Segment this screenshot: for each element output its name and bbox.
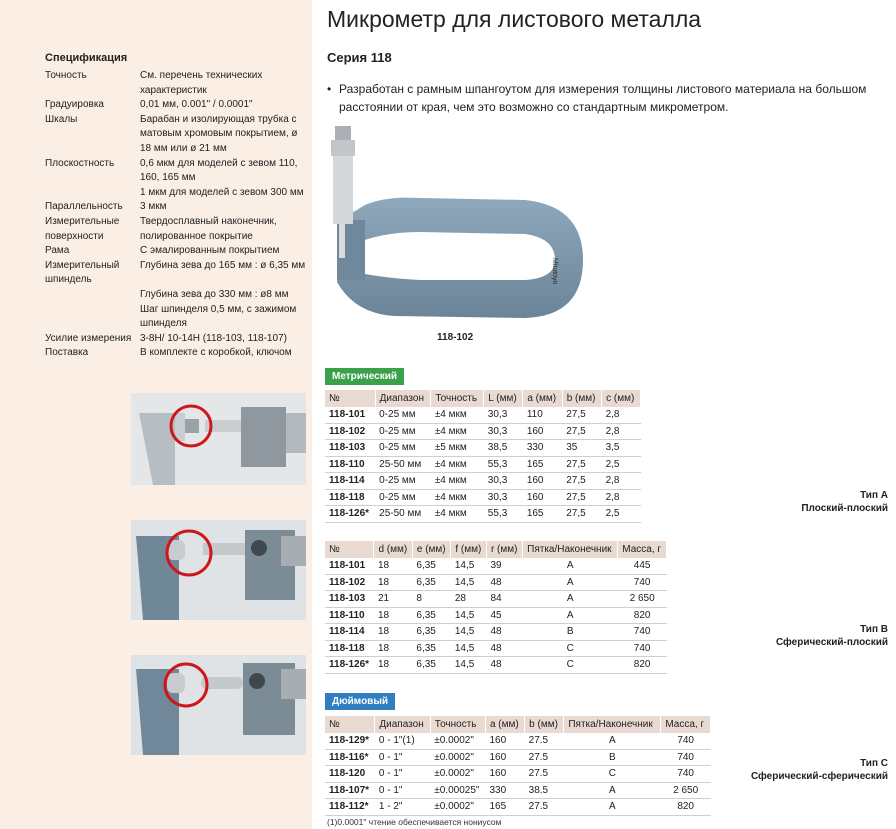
spec-value: Твердосплавный наконечник, полированное покрытие xyxy=(140,215,277,242)
spec-value: 3 мкм xyxy=(140,201,167,213)
type-b-caption xyxy=(688,623,888,649)
table-cell: 2,5 xyxy=(602,456,641,473)
model-number: 118-110 xyxy=(325,456,375,473)
table-cell: A xyxy=(564,799,661,816)
table-cell: 820 xyxy=(618,607,667,624)
table-cell: A xyxy=(523,607,618,624)
table-cell: 14,5 xyxy=(451,657,487,674)
type-b-name: Тип B xyxy=(860,624,888,635)
type-b-desc: Сферический-плоский xyxy=(775,637,888,648)
column-header: f (мм) xyxy=(451,541,487,558)
column-header: Точность xyxy=(430,716,485,733)
table-cell: 0 - 1" xyxy=(375,766,430,783)
table-cell: B xyxy=(523,624,618,641)
table-row xyxy=(325,733,711,749)
description xyxy=(327,80,882,116)
model-number: 118-118 xyxy=(325,640,374,657)
table-cell: 160 xyxy=(523,473,562,490)
footnote: (1)0.0001" чтение обеспечивается нониусом xyxy=(327,817,502,827)
spec-key: Измерительные поверхности xyxy=(45,215,120,242)
table-cell: ±4 мкм xyxy=(431,506,484,523)
model-number: 118-116* xyxy=(325,749,375,766)
table-cell: 160 xyxy=(523,423,562,440)
table-cell: 14,5 xyxy=(451,607,487,624)
spec-value: Глубина зева до 165 мм : ø 6,35 мм xyxy=(140,259,306,271)
product-image xyxy=(325,120,595,328)
table-cell: 740 xyxy=(618,574,667,591)
spec-value: С эмалированным покрытием xyxy=(140,245,280,257)
table-row xyxy=(325,473,641,490)
spec-value: В комплекте с коробкой, ключом xyxy=(140,347,292,359)
spec-key: Рама xyxy=(45,245,70,257)
model-number: 118-114 xyxy=(325,624,374,641)
table-cell: 18 xyxy=(374,657,412,674)
spec-key: Параллельность xyxy=(45,201,123,213)
table-row xyxy=(325,506,641,523)
table-cell: 740 xyxy=(618,640,667,657)
type-c-name: Тип C xyxy=(860,758,888,769)
spec-row xyxy=(45,113,307,157)
metric-extra-table xyxy=(325,541,667,674)
column-header: Диапазон xyxy=(375,716,430,733)
table-cell: 1 - 2" xyxy=(375,799,430,816)
table-cell: 6,35 xyxy=(412,640,450,657)
table-cell: 27,5 xyxy=(562,423,601,440)
type-c-caption xyxy=(688,757,888,783)
column-header: Диапазон xyxy=(375,390,431,407)
spec-row xyxy=(45,200,307,215)
table-cell: 48 xyxy=(486,657,522,674)
table-cell: 27.5 xyxy=(525,766,564,783)
spec-row xyxy=(45,69,307,98)
table-cell: 18 xyxy=(374,640,412,657)
table-cell: 18 xyxy=(374,624,412,641)
column-header: d (мм) xyxy=(374,541,412,558)
table-cell: 6,35 xyxy=(412,624,450,641)
table-cell: 2 650 xyxy=(618,591,667,608)
table-cell: 740 xyxy=(661,749,711,766)
model-number: 118-118 xyxy=(325,489,375,506)
spec-row xyxy=(45,303,307,332)
table-row xyxy=(325,782,711,799)
table-cell: 38.5 xyxy=(525,782,564,799)
table-cell: 28 xyxy=(451,591,487,608)
table-row xyxy=(325,766,711,783)
table-cell: 27,5 xyxy=(562,473,601,490)
table-cell: 25-50 мм xyxy=(375,456,431,473)
table-cell: C xyxy=(564,766,661,783)
table-cell: 0-25 мм xyxy=(375,423,431,440)
table-cell: ±4 мкм xyxy=(431,407,484,423)
table-cell: 160 xyxy=(485,766,524,783)
table-cell: A xyxy=(564,733,661,749)
table-cell: 2,5 xyxy=(602,506,641,523)
table-row xyxy=(325,407,641,423)
table-cell: 55,3 xyxy=(484,506,523,523)
table-cell: ±0.0002" xyxy=(430,749,485,766)
metric-tag: Метрический xyxy=(325,368,404,385)
spec-key: Плоскостность xyxy=(45,157,115,169)
table-cell: A xyxy=(523,591,618,608)
table-cell: C xyxy=(523,640,618,657)
inch-tag: Дюймовый xyxy=(325,693,395,710)
spec-key: Шкалы xyxy=(45,113,78,125)
table-cell: ±0.00025" xyxy=(430,782,485,799)
table-cell: 30,3 xyxy=(484,473,523,490)
spec-key: Точность xyxy=(45,70,87,81)
table-cell: 55,3 xyxy=(484,456,523,473)
table-cell: 35 xyxy=(562,440,601,457)
spec-list xyxy=(45,69,307,361)
table-cell: 14,5 xyxy=(451,574,487,591)
table-cell: A xyxy=(523,574,618,591)
spec-row xyxy=(45,244,307,259)
table-row xyxy=(325,591,667,608)
table-cell: A xyxy=(523,558,618,574)
table-row xyxy=(325,640,667,657)
table-cell: 38,5 xyxy=(484,440,523,457)
column-header: Пятка/Наконечник xyxy=(564,716,661,733)
table-cell: ±0.0002" xyxy=(430,733,485,749)
table-cell: 165 xyxy=(485,799,524,816)
bullet-dot-icon: • xyxy=(327,82,332,96)
table-cell: 27,5 xyxy=(562,456,601,473)
table-cell: 18 xyxy=(374,607,412,624)
table-cell: 2 650 xyxy=(661,782,711,799)
model-number: 118-114 xyxy=(325,473,375,490)
type-c-photo xyxy=(131,655,306,755)
spec-key xyxy=(45,186,140,201)
table-cell: 0-25 мм xyxy=(375,440,431,457)
column-header: Масса, г xyxy=(618,541,667,558)
table-cell: 27.5 xyxy=(525,749,564,766)
table-cell: 48 xyxy=(486,640,522,657)
table-row xyxy=(325,657,667,674)
spec-key: Усилие измерения xyxy=(45,332,132,344)
table-cell: 30,3 xyxy=(484,489,523,506)
model-number: 118-110 xyxy=(325,607,374,624)
table-cell: 25-50 мм xyxy=(375,506,431,523)
table-cell: 165 xyxy=(523,506,562,523)
table-cell: 2,8 xyxy=(602,407,641,423)
table-cell: B xyxy=(564,749,661,766)
series-label: Серия 118 xyxy=(327,50,392,65)
type-a-desc: Плоский-плоский xyxy=(801,503,888,514)
table-cell: 30,3 xyxy=(484,423,523,440)
table-cell: ±5 мкм xyxy=(431,440,484,457)
column-header: b (мм) xyxy=(525,716,564,733)
table-header-row xyxy=(325,716,711,733)
model-number: 118-103 xyxy=(325,440,375,457)
table-cell: 0 - 1" xyxy=(375,749,430,766)
brand-text: Mitutoyo xyxy=(551,258,558,285)
spec-key xyxy=(45,288,140,303)
spec-row xyxy=(45,259,307,288)
table-cell: ±0.0002" xyxy=(430,799,485,816)
table-cell: 14,5 xyxy=(451,640,487,657)
metric-table xyxy=(325,390,641,523)
table-cell: 160 xyxy=(485,749,524,766)
table-cell: ±4 мкм xyxy=(431,423,484,440)
column-header: Точность xyxy=(431,390,484,407)
type-a-photo xyxy=(131,393,306,485)
spec-row xyxy=(45,157,307,186)
table-cell: 21 xyxy=(374,591,412,608)
spec-key: Поставка xyxy=(45,347,89,359)
spec-row xyxy=(45,186,307,201)
table-header-row xyxy=(325,541,667,558)
spec-row xyxy=(45,346,307,361)
table-cell: 0 - 1"(1) xyxy=(375,733,430,749)
table-cell: 48 xyxy=(486,574,522,591)
spec-value: 3-8Н/ 10-14Н (118-103, 118-107) xyxy=(140,332,287,344)
spec-value: Глубина зева до 330 мм : ø8 мм xyxy=(140,288,289,300)
inch-table xyxy=(325,716,711,816)
table-row xyxy=(325,799,711,816)
table-cell: 330 xyxy=(485,782,524,799)
spec-row xyxy=(45,215,307,244)
model-number: 118-126* xyxy=(325,506,375,523)
type-b-photo xyxy=(131,520,306,620)
table-cell: 740 xyxy=(661,733,711,749)
table-cell: 30,3 xyxy=(484,407,523,423)
model-number: 118-107* xyxy=(325,782,375,799)
table-cell: ±4 мкм xyxy=(431,456,484,473)
table-cell: 740 xyxy=(618,624,667,641)
spec-value: См. перечень технических характеристик xyxy=(140,70,263,96)
table-cell: 0-25 мм xyxy=(375,407,431,423)
table-cell: 18 xyxy=(374,574,412,591)
table-cell: 3,5 xyxy=(602,440,641,457)
table-cell: 330 xyxy=(523,440,562,457)
table-row xyxy=(325,624,667,641)
table-row xyxy=(325,558,667,574)
table-cell: 6,35 xyxy=(412,558,450,574)
table-cell: 740 xyxy=(661,766,711,783)
table-cell: 165 xyxy=(523,456,562,473)
table-cell: 18 xyxy=(374,558,412,574)
table-row xyxy=(325,749,711,766)
column-header: № xyxy=(325,390,375,407)
type-c-desc: Сферический-сферический xyxy=(750,771,888,782)
table-cell: 160 xyxy=(485,733,524,749)
type-a-name: Тип A xyxy=(860,490,888,501)
table-row xyxy=(325,574,667,591)
table-cell: 6,35 xyxy=(412,574,450,591)
table-cell: 6,35 xyxy=(412,657,450,674)
table-row xyxy=(325,456,641,473)
description-text: Разработан с рамным шпангоутом для измерения толщины листового материала на большом расстоянии от края, чем это возможно со стандартным микрометром. xyxy=(339,82,867,114)
column-header: a (мм) xyxy=(485,716,524,733)
table-cell: 27.5 xyxy=(525,799,564,816)
column-header: b (мм) xyxy=(562,390,601,407)
model-number: 118-101 xyxy=(325,558,374,574)
column-header: e (мм) xyxy=(412,541,450,558)
model-number: 118-102 xyxy=(325,574,374,591)
table-cell: 2,8 xyxy=(602,473,641,490)
table-cell: 48 xyxy=(486,624,522,641)
column-header: Пятка/Наконечник xyxy=(523,541,618,558)
column-header: Масса, г xyxy=(661,716,711,733)
column-header: a (мм) xyxy=(523,390,562,407)
model-number: 118-126* xyxy=(325,657,374,674)
spec-value: 1 мкм для моделей с зевом 300 мм xyxy=(140,186,304,198)
spec-value: 0,01 мм, 0.001" / 0.0001" xyxy=(140,99,253,111)
model-number: 118-112* xyxy=(325,799,375,816)
column-header: L (мм) xyxy=(484,390,523,407)
model-number: 118-101 xyxy=(325,407,375,423)
table-cell: 445 xyxy=(618,558,667,574)
table-row xyxy=(325,607,667,624)
column-header: c (мм) xyxy=(602,390,641,407)
table-row xyxy=(325,489,641,506)
table-cell: 27,5 xyxy=(562,489,601,506)
table-cell: 84 xyxy=(486,591,522,608)
table-cell: C xyxy=(523,657,618,674)
product-label: 118-102 xyxy=(437,332,474,343)
table-cell: 0 - 1" xyxy=(375,782,430,799)
table-cell: A xyxy=(564,782,661,799)
spec-row xyxy=(45,98,307,113)
spec-row xyxy=(45,288,307,303)
table-cell: ±4 мкм xyxy=(431,489,484,506)
spec-key: Градуировка xyxy=(45,99,104,111)
type-a-caption xyxy=(688,489,888,515)
table-row xyxy=(325,440,641,457)
table-cell: ±4 мкм xyxy=(431,473,484,490)
model-number: 118-102 xyxy=(325,423,375,440)
model-number: 118-129* xyxy=(325,733,375,749)
table-cell: 14,5 xyxy=(451,624,487,641)
spec-row xyxy=(45,332,307,347)
spec-key xyxy=(45,303,140,332)
table-cell: 27,5 xyxy=(562,506,601,523)
model-number: 118-120 xyxy=(325,766,375,783)
spec-value: 0,6 мкм для моделей с зевом 110, 160, 165 мм xyxy=(140,157,298,184)
column-header: № xyxy=(325,541,374,558)
spec-key: Измерительный шпиндель xyxy=(45,259,120,286)
column-header: № xyxy=(325,716,375,733)
table-cell: 0-25 мм xyxy=(375,489,431,506)
spec-value: Шаг шпинделя 0,5 мм, с зажимом шпинделя xyxy=(140,303,297,330)
table-cell: 6,35 xyxy=(412,607,450,624)
spec-value: Барабан и изолирующая трубка с матовым хромовым покрытием, ø 18 мм или ø 21 мм xyxy=(140,113,298,154)
table-cell: 820 xyxy=(661,799,711,816)
table-cell: 160 xyxy=(523,489,562,506)
table-cell: 820 xyxy=(618,657,667,674)
table-cell: 2,8 xyxy=(602,423,641,440)
table-cell: 27.5 xyxy=(525,733,564,749)
table-cell: 39 xyxy=(486,558,522,574)
table-cell: ±0.0002" xyxy=(430,766,485,783)
table-row xyxy=(325,423,641,440)
table-cell: 110 xyxy=(523,407,562,423)
page-title: Микрометр для листового металла xyxy=(327,6,702,32)
model-number: 118-103 xyxy=(325,591,374,608)
spec-title: Спецификация xyxy=(45,52,128,64)
table-cell: 45 xyxy=(486,607,522,624)
table-cell: 14,5 xyxy=(451,558,487,574)
table-cell: 0-25 мм xyxy=(375,473,431,490)
table-cell: 2,8 xyxy=(602,489,641,506)
column-header: r (мм) xyxy=(486,541,522,558)
table-cell: 8 xyxy=(412,591,450,608)
table-header-row xyxy=(325,390,641,407)
table-cell: 27,5 xyxy=(562,407,601,423)
